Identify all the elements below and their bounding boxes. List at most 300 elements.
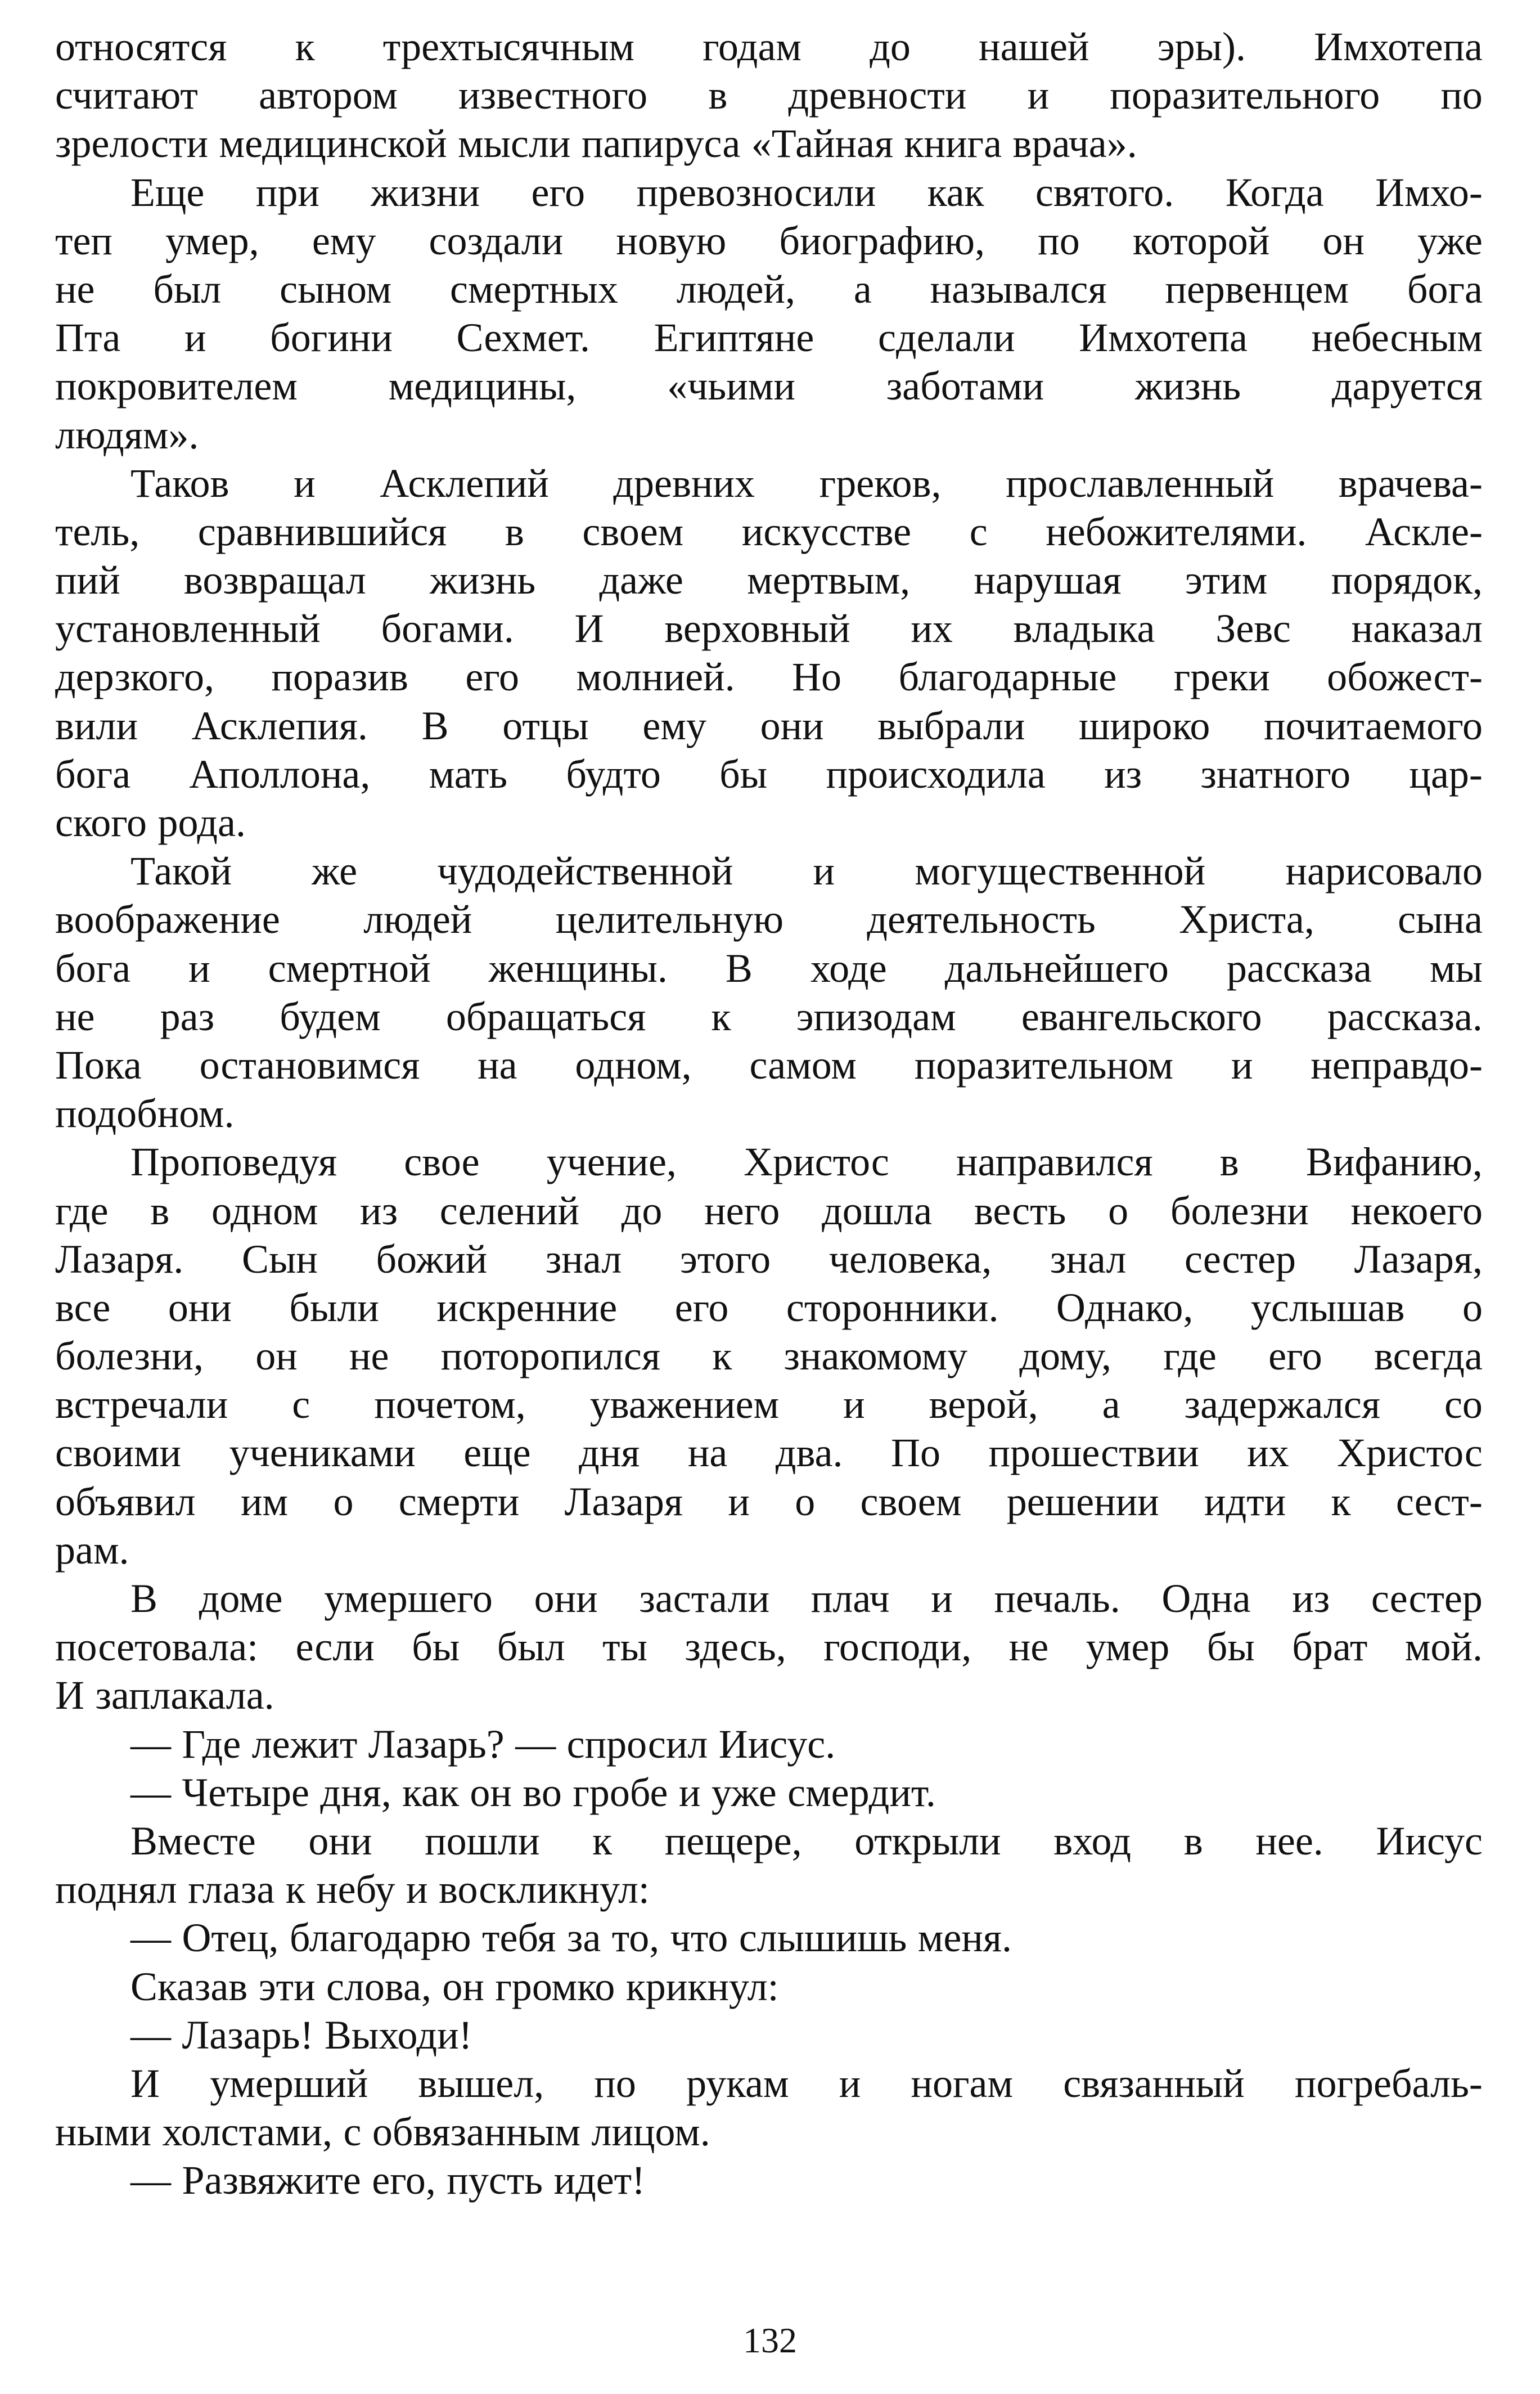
word: услышав xyxy=(1250,1284,1405,1330)
word: к xyxy=(1331,1479,1351,1524)
word: лежит xyxy=(251,1721,358,1767)
text-line xyxy=(55,604,1483,653)
word: глаза xyxy=(188,1867,275,1912)
word: бога xyxy=(55,945,131,991)
word: слышишь xyxy=(739,1915,907,1961)
word: смертной xyxy=(268,945,431,991)
word: Асклепия. xyxy=(191,703,368,748)
word: по xyxy=(1440,73,1483,118)
word: самом xyxy=(749,1042,857,1088)
word: гробе xyxy=(573,1769,668,1815)
text-line xyxy=(55,992,1483,1041)
text-line xyxy=(55,1914,1483,1962)
word: одном, xyxy=(575,1042,692,1088)
word: цар- xyxy=(1409,751,1483,797)
word: они xyxy=(534,1576,598,1621)
word: и xyxy=(1231,1042,1253,1088)
text-line xyxy=(55,119,1483,168)
word: В xyxy=(421,703,449,748)
word: Четыре xyxy=(182,1769,309,1815)
word: автором xyxy=(259,73,398,118)
word: рассказа xyxy=(1226,945,1372,991)
word: дошла xyxy=(822,1188,933,1233)
word: Вместе xyxy=(130,1818,256,1863)
word: слова, xyxy=(326,1964,431,2009)
word: умерший xyxy=(210,2060,368,2106)
word: этим xyxy=(1185,558,1268,603)
word: направился xyxy=(956,1139,1153,1185)
word: погребаль- xyxy=(1294,2060,1483,2106)
word: некоего xyxy=(1350,1188,1483,1233)
word: к xyxy=(711,994,731,1039)
word: сторонники. xyxy=(786,1284,999,1330)
word: ходе xyxy=(810,945,887,991)
word: сестер xyxy=(1371,1576,1483,1621)
word: его xyxy=(465,654,520,700)
word: женщины. xyxy=(488,945,668,991)
word: поразительном xyxy=(914,1042,1174,1088)
word: обращаться xyxy=(445,994,646,1039)
word: сестер xyxy=(1185,1236,1296,1282)
word: его, xyxy=(372,2158,436,2203)
word: своими xyxy=(55,1430,182,1476)
word: из xyxy=(1292,1576,1330,1621)
word: папируса xyxy=(581,121,741,167)
word: владыка xyxy=(1013,606,1155,652)
word: меня. xyxy=(917,1915,1012,1961)
word: посетовала: xyxy=(55,1624,259,1670)
word: древних xyxy=(613,460,755,506)
word: и xyxy=(728,1479,750,1524)
word: По xyxy=(890,1430,940,1476)
word: эти xyxy=(258,1964,316,2009)
word: Лазарь! xyxy=(182,2012,314,2058)
word: благодарные xyxy=(898,654,1117,700)
word: Лазаря, xyxy=(1354,1236,1483,1282)
word: новую xyxy=(616,218,727,263)
word: был xyxy=(497,1624,565,1670)
word: святого. xyxy=(1035,169,1174,215)
text-line xyxy=(55,23,1483,71)
word: нашей xyxy=(979,24,1089,69)
word: своем xyxy=(582,509,684,554)
word: — xyxy=(515,1721,556,1767)
word: на xyxy=(687,1430,728,1476)
word: знал xyxy=(1050,1236,1127,1282)
word: а xyxy=(1102,1382,1120,1427)
word: не xyxy=(55,266,95,312)
word: искренние xyxy=(436,1284,618,1330)
word: верховный xyxy=(664,606,850,652)
word: эпизодам xyxy=(796,994,956,1039)
word: о xyxy=(333,1479,354,1524)
word: поразив xyxy=(271,654,408,700)
word: Иисус. xyxy=(718,1721,836,1767)
word: открыли xyxy=(854,1818,1001,1863)
word: Где xyxy=(182,1721,241,1767)
word: на xyxy=(478,1042,517,1088)
word: сест- xyxy=(1395,1479,1483,1524)
text-line xyxy=(55,1332,1483,1380)
word: был xyxy=(153,266,222,312)
word: Развяжите xyxy=(182,2158,361,2203)
word: поторопился xyxy=(440,1333,660,1379)
text-line xyxy=(55,556,1483,604)
word: греки xyxy=(1173,654,1270,700)
word: Сехмет. xyxy=(456,315,590,361)
text-line xyxy=(55,459,1483,507)
word: божий xyxy=(376,1236,488,1282)
word: ему xyxy=(642,703,706,748)
word: их xyxy=(911,606,953,652)
word: знакомому xyxy=(783,1333,968,1379)
word: известного xyxy=(458,73,648,118)
word: сравнившийся xyxy=(197,509,447,554)
word: мать xyxy=(429,751,508,797)
word: пошли xyxy=(425,1818,540,1863)
word: Христос xyxy=(1337,1430,1483,1476)
word: селений xyxy=(439,1188,580,1233)
word: ными xyxy=(55,2109,151,2155)
word: Еще xyxy=(130,169,205,215)
text-line xyxy=(55,1283,1483,1332)
word: годам xyxy=(703,24,801,69)
word: Иисус xyxy=(1376,1818,1483,1863)
word: бы xyxy=(1206,1624,1255,1670)
word: сделали xyxy=(877,315,1015,361)
text-line xyxy=(55,507,1483,556)
word: неправдо- xyxy=(1311,1042,1483,1088)
word: как xyxy=(927,169,984,215)
word: его xyxy=(674,1284,729,1330)
word: о xyxy=(1462,1284,1483,1330)
word: поднял xyxy=(55,1867,177,1912)
word: трехтысячным xyxy=(382,24,634,69)
word: Таков xyxy=(130,460,229,506)
word: умер xyxy=(1086,1624,1170,1670)
word: свое xyxy=(404,1139,480,1185)
word: заботами xyxy=(886,363,1044,409)
word: и xyxy=(843,1382,865,1427)
word: В xyxy=(130,1576,158,1621)
word: к xyxy=(295,24,315,69)
word: Пока xyxy=(55,1042,142,1088)
word: широко xyxy=(1079,703,1210,748)
word: задержался xyxy=(1184,1382,1380,1427)
word: не xyxy=(55,994,95,1039)
text-line xyxy=(55,702,1483,750)
word: рукам xyxy=(686,2060,789,2106)
word: Египтяне xyxy=(654,315,814,361)
word: в xyxy=(1219,1139,1239,1185)
word: нарушая xyxy=(974,558,1122,603)
word: пещере, xyxy=(664,1818,802,1863)
text-line xyxy=(55,1623,1483,1671)
word: врача». xyxy=(1012,121,1137,167)
word: с xyxy=(292,1382,310,1427)
word: людей, xyxy=(676,266,795,312)
text-line xyxy=(55,1041,1483,1089)
word: нее. xyxy=(1255,1818,1323,1863)
text-line xyxy=(55,895,1483,944)
word: прославленный xyxy=(1006,460,1275,506)
word: медицины, xyxy=(388,363,577,409)
word: ты xyxy=(602,1624,647,1670)
word: ему xyxy=(312,218,376,263)
word: холстами, xyxy=(162,2109,333,2155)
word: Но xyxy=(792,654,841,700)
word: бы xyxy=(412,1624,460,1670)
text-line xyxy=(55,1138,1483,1186)
word: которой xyxy=(1132,218,1270,263)
text-line xyxy=(55,265,1483,313)
word: молнией. xyxy=(576,654,735,700)
word: искусстве xyxy=(741,509,912,554)
word: раз xyxy=(160,994,215,1039)
word: Аполлона, xyxy=(189,751,371,797)
word: знал xyxy=(545,1236,622,1282)
text-line xyxy=(55,411,1483,459)
word: умер, xyxy=(165,218,259,263)
word: жизни xyxy=(371,169,480,215)
word: наказал xyxy=(1351,606,1483,652)
word: они xyxy=(760,703,824,748)
word: благодарю xyxy=(289,1915,471,1961)
word: смердит. xyxy=(787,1769,936,1815)
word: Сказав xyxy=(130,1964,248,2009)
word: верой, xyxy=(929,1382,1038,1427)
word: Лазаря. xyxy=(55,1236,184,1282)
word: два. xyxy=(775,1430,843,1476)
text-line xyxy=(55,1865,1483,1914)
word: с xyxy=(969,509,988,554)
word: поразительного xyxy=(1110,73,1380,118)
word: обвязанным xyxy=(372,2109,581,2155)
word: остановимся xyxy=(199,1042,420,1088)
word: древности xyxy=(788,73,967,118)
text-line xyxy=(55,1574,1483,1623)
word: знатного xyxy=(1200,751,1351,797)
word: могущественной xyxy=(915,848,1206,894)
word: о xyxy=(1108,1188,1129,1233)
word: нарисовало xyxy=(1285,848,1483,894)
word: Христос xyxy=(744,1139,889,1185)
word: и xyxy=(184,315,206,361)
word: мой. xyxy=(1404,1624,1483,1670)
word: И xyxy=(55,1673,84,1718)
word: тебя xyxy=(482,1915,556,1961)
word: небу xyxy=(316,1867,395,1912)
text-line xyxy=(55,1429,1483,1477)
text-line xyxy=(55,1817,1483,1865)
word: назывался xyxy=(930,266,1107,312)
word: их xyxy=(1247,1430,1289,1476)
word: выбрали xyxy=(877,703,1025,748)
text-line xyxy=(55,1671,1483,1719)
word: доме xyxy=(199,1576,283,1621)
word: «Тайная xyxy=(751,121,894,167)
word: прошествии xyxy=(988,1430,1199,1476)
word: чудодейственной xyxy=(437,848,733,894)
word: Пта xyxy=(55,315,121,361)
word: дальнейшего xyxy=(944,945,1169,991)
word: мы xyxy=(1429,945,1483,991)
word: плач xyxy=(810,1576,890,1621)
word: со xyxy=(1444,1382,1483,1427)
word: покровителем xyxy=(55,363,298,409)
word: его xyxy=(531,169,586,215)
word: он xyxy=(470,1769,512,1815)
word: ского xyxy=(55,800,147,845)
word: вышел, xyxy=(418,2060,544,2106)
word: теп xyxy=(55,218,112,263)
word: почетом, xyxy=(374,1382,526,1427)
word: всегда xyxy=(1374,1333,1483,1379)
word: дня xyxy=(579,1430,640,1476)
text-line xyxy=(55,1477,1483,1526)
word: Одна xyxy=(1161,1576,1251,1621)
word: они xyxy=(308,1818,372,1863)
word: к xyxy=(592,1818,613,1863)
word: порядок, xyxy=(1331,558,1483,603)
word: будто xyxy=(566,751,661,797)
word: и xyxy=(188,945,210,991)
word: Проповедуя xyxy=(130,1139,337,1185)
word: брат xyxy=(1292,1624,1368,1670)
text-line xyxy=(55,1187,1483,1235)
word: дня, xyxy=(320,1769,391,1815)
word: здесь, xyxy=(685,1624,786,1670)
word: еще xyxy=(463,1430,531,1476)
word: отцы xyxy=(502,703,589,748)
text-line xyxy=(55,944,1483,992)
word: человека, xyxy=(828,1236,992,1282)
word: а xyxy=(853,266,872,312)
word: врачева- xyxy=(1338,460,1483,506)
word: они xyxy=(168,1284,232,1330)
word: Однако, xyxy=(1056,1284,1194,1330)
word: спросил xyxy=(566,1721,708,1767)
word: почитаемого xyxy=(1264,703,1483,748)
text-line xyxy=(55,847,1483,895)
word: решении xyxy=(1006,1479,1159,1524)
word: вход xyxy=(1053,1818,1132,1863)
word: если xyxy=(295,1624,375,1670)
word: до xyxy=(621,1188,663,1233)
word: одном xyxy=(211,1188,318,1233)
body-text xyxy=(55,23,1483,2204)
word: учение, xyxy=(546,1139,677,1185)
word: Выходи! xyxy=(324,2012,472,2058)
word: его xyxy=(1268,1333,1322,1379)
word: учениками xyxy=(229,1430,416,1476)
word: Имхотепа xyxy=(1079,315,1248,361)
word: относятся xyxy=(55,24,227,69)
word: целительную xyxy=(555,897,784,942)
word: Зевс xyxy=(1215,606,1291,652)
word: дому, xyxy=(1019,1333,1111,1379)
word: и xyxy=(294,460,316,506)
word: бога xyxy=(55,751,131,797)
word: даже xyxy=(599,558,683,603)
word: Асклепий xyxy=(380,460,549,506)
text-line xyxy=(55,653,1483,701)
word: громко xyxy=(495,1964,615,2009)
word: лицом. xyxy=(591,2109,710,2155)
word: о xyxy=(795,1479,816,1524)
word: мысли xyxy=(458,121,571,167)
word: евангельского xyxy=(1021,994,1262,1039)
word: в xyxy=(505,509,524,554)
word: за xyxy=(566,1915,601,1961)
text-line xyxy=(55,71,1483,119)
word: он xyxy=(1322,218,1365,263)
word: смертных xyxy=(450,266,618,312)
text-line xyxy=(55,362,1483,410)
word: Лазарь? xyxy=(368,1721,505,1767)
word: из xyxy=(1104,751,1142,797)
word: — xyxy=(130,2158,171,2203)
page-number: 132 xyxy=(743,2320,797,2360)
word: дерзкого, xyxy=(55,654,214,700)
word: будем xyxy=(280,994,381,1039)
word: рода. xyxy=(157,800,246,845)
text-line xyxy=(55,2156,1483,2204)
word: болезни xyxy=(1170,1188,1309,1233)
text-line xyxy=(55,1526,1483,1574)
word: Аскле- xyxy=(1365,509,1483,554)
word: богини xyxy=(270,315,393,361)
word: в xyxy=(150,1188,170,1233)
word: медицинской xyxy=(219,121,447,167)
word: Имхотепа xyxy=(1314,24,1483,69)
word: зрелости xyxy=(55,121,209,167)
word: биографию, xyxy=(779,218,985,263)
word: тель, xyxy=(55,509,140,554)
word: то, xyxy=(611,1915,660,1961)
word: до xyxy=(870,24,911,69)
word: сына xyxy=(1398,897,1483,942)
word: Когда xyxy=(1225,169,1324,215)
word: рам. xyxy=(55,1527,129,1573)
text-line xyxy=(55,217,1483,265)
word: Сын xyxy=(241,1236,318,1282)
word: не xyxy=(1008,1624,1049,1670)
word: им xyxy=(241,1479,289,1524)
word: умершего xyxy=(324,1576,493,1621)
word: где xyxy=(1163,1333,1217,1379)
word: бы xyxy=(719,751,768,797)
word: он xyxy=(442,1964,484,2009)
word: эры). xyxy=(1157,24,1246,69)
word: как xyxy=(402,1769,459,1815)
text-line xyxy=(55,1720,1483,1768)
word: крикнул: xyxy=(625,1964,779,2009)
word: уважением xyxy=(589,1382,780,1427)
text-line xyxy=(55,2059,1483,2108)
word: — xyxy=(130,2012,171,2058)
word: и xyxy=(406,1867,428,1912)
word: же xyxy=(312,848,358,894)
word: деятельность xyxy=(867,897,1096,942)
word: подобном. xyxy=(55,1091,235,1137)
word: по xyxy=(1038,218,1080,263)
word: и xyxy=(1027,73,1050,118)
word: и xyxy=(678,1769,701,1815)
word: первенцем xyxy=(1165,266,1349,312)
text-line xyxy=(55,798,1483,847)
word: застали xyxy=(639,1576,770,1621)
